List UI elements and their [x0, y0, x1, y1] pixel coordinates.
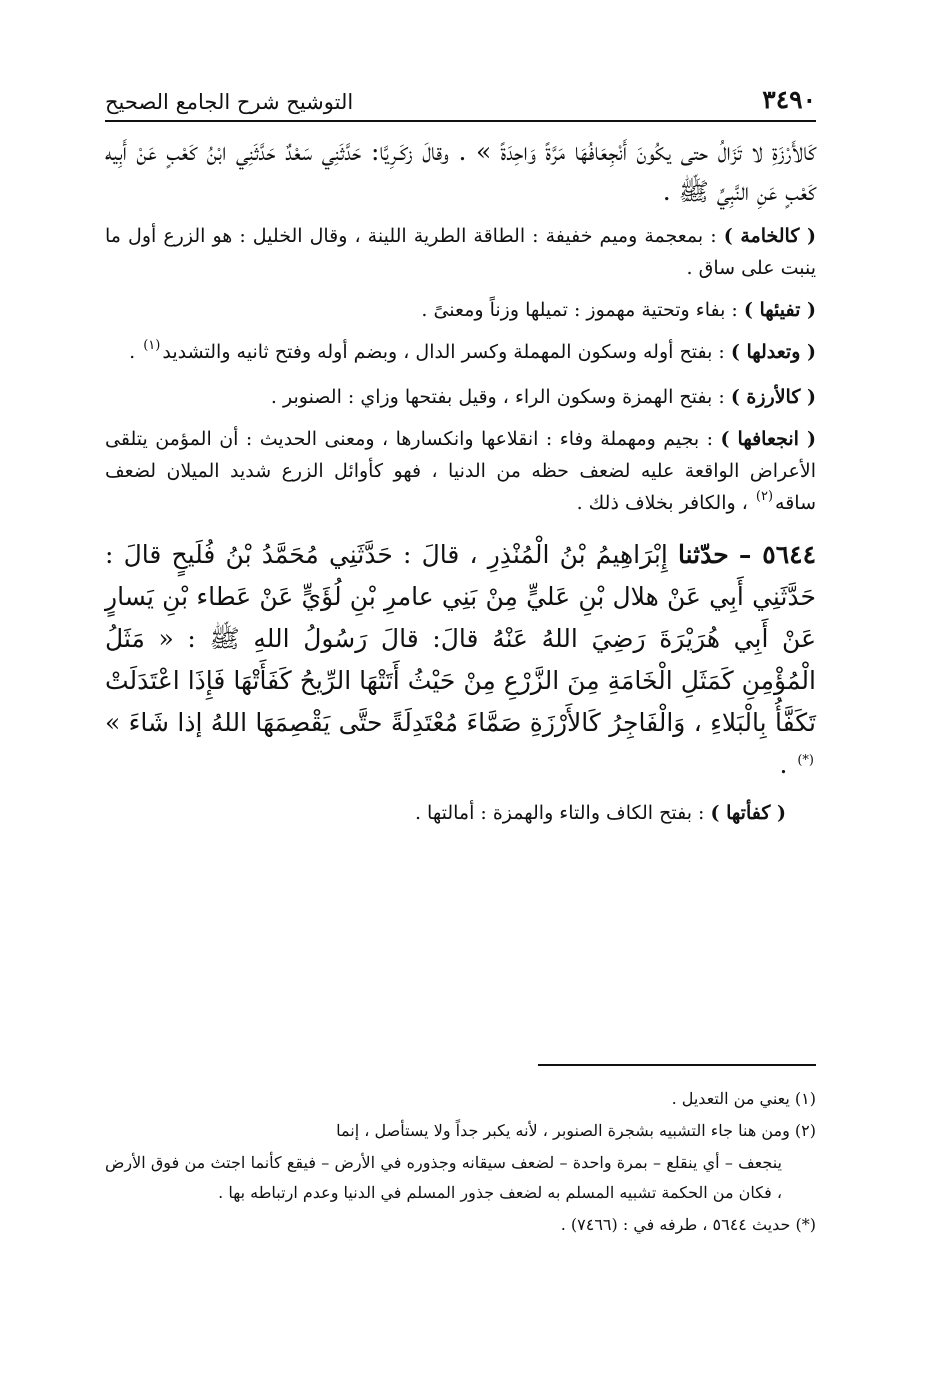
page-body: [105, 132, 816, 829]
note-kafaatha: [105, 797, 816, 829]
footnote-ref-1: (١): [143, 338, 161, 353]
running-title: التوشيح شرح الجامع الصحيح: [105, 90, 354, 114]
note-text: : بفتح أوله وسكون المهملة وكسر الدال ، وبضم أوله وفتح ثانيه والتشديد: [162, 341, 731, 363]
note-term: ( وتعدلها ): [730, 341, 816, 363]
note-text: : بفتح الهمزة وسكون الراء ، وقيل بفتحها وزاي : الصنوبر .: [270, 386, 731, 408]
footnote-2-first-line: (٢) ومن هنا جاء التشبيه بشجرة الصنوبر ، لأنه يكبر جداً ولا يستأصل ، إنما: [336, 1121, 816, 1140]
footnote-1: (١) يعني من التعديل .: [671, 1089, 816, 1108]
page-number: ٣٤٩٠: [762, 85, 816, 114]
hadith-number: ٥٦٤٤ –: [738, 540, 816, 569]
footnote-ref-2: (٢): [755, 489, 774, 504]
hadith-lead: حدّثنا: [677, 540, 729, 569]
commentary-notes: [105, 220, 816, 522]
note-text: : بفاء وتحتية مهموز : تميلها وزناً ومعنىً .: [421, 299, 744, 321]
note-term: ( كفأتها ): [710, 802, 786, 824]
note-text: : بفتح الكاف والتاء والهمزة : أمالتها .: [414, 802, 711, 824]
note-tail: .: [129, 341, 142, 363]
note-kalarza: [105, 381, 816, 413]
hadith-text: إِبْرَاهِيمُ بْنُ الْمُنْذِرِ ، قالَ : حَدَّثَنِي مُحَمَّدُ بْنُ فُلَيحٍ قالَ : حَدَّثَنِي أَبِي عَنْ هلال بْنِ عَليٍّ مِنْ بَنِي عامرِ بْنِ لُؤَيٍّ عَنْ عَطاء بْنِ يَسارٍ عَنْ أَبِي هُرَيْرَةَ رَضِيَ اللهُ عَنْهُ قالَ: قالَ رَسُولُ اللهِ ﷺ : « مَثَلُ الْمُؤْمِنِ كَمَثَلِ الْخَامَةِ مِنَ الزَّرْعِ مِنْ حَيْثُ أَتَتْهَا الرِّيحُ كَفَأَتْهَا فَإِذَا اعْتَدَلَتْ تَكَفَّأُ بِالْبَلاءِ ، وَالْفَاجِرُ كَالأَرْزَةِ صَمَّاءَ مُعْتَدِلَةً حتَّى يَقْصِمَهَا اللهُ إذا شَاءَ »: [105, 540, 816, 737]
footnote-takhrij: (*) حديث ٥٦٤٤ ، طرفه في : (٧٤٦٦) .: [560, 1215, 816, 1234]
footnote-2-continuation: ينجعف – أي ينقلع – بمرة واحدة – لضعف سيقانه وجذوره في الأرض – فيقع كأنما اجتث من فوق الأرض ، فكان من الحكمة تشبيه المسلم به لضعف جذور المسلم في الدنيا وعدم ارتباطه بها .: [105, 1153, 782, 1202]
note-term: ( تفيئها ): [743, 299, 816, 321]
hadith-5644: [105, 534, 816, 791]
note-term: ( كالخامة ): [723, 225, 816, 247]
note-injiafuha: [105, 423, 816, 522]
note-text: : بجيم ومهملة وفاء : انقلاعها وانكسارها ، ومعنى الحديث : أن المؤمن يتلقى الأعراض الواقعة عليه لضعف حظه من الدنيا ، فهو كأوائل الزرع شديد الميلان لضعف ساقه: [105, 428, 816, 514]
opening-hadith-text: كَالأَرْزَةِ لا تَزَالُ حتى يكُونَ أَنْجِعَافُهَا مَرَّةً وَاحِدَةً » . وقالَ زكَـرِيَّا: حَدَّثَنِي سَعْدٌ حَدَّثَنِي ابْنُ كَعْبٍ عَنْ أَبِيه كَعْبٍ عَنِ النَّبِيِّ ﷺ .: [105, 137, 816, 206]
note-term: ( انجعافها ): [720, 428, 816, 450]
note-term: ( كالأرزة ): [730, 386, 816, 408]
takhrij-marker: (*): [797, 753, 814, 768]
page-header: [105, 78, 816, 122]
note-kalkhama: [105, 220, 816, 284]
hadith-tail: .: [779, 750, 796, 779]
note-tuaddiluha: [105, 336, 816, 371]
footnotes: [105, 1084, 816, 1242]
note-text: : بمعجمة وميم خفيفة : الطاقة الطرية اللينة ، وقال الخليل : هو الزرع أول ما ينبت على ساق .: [105, 225, 816, 279]
note-tufayyiuha: [105, 294, 816, 326]
note-tail: ، والكافر بخلاف ذلك .: [576, 492, 754, 514]
footnote-separator: [538, 1064, 816, 1066]
